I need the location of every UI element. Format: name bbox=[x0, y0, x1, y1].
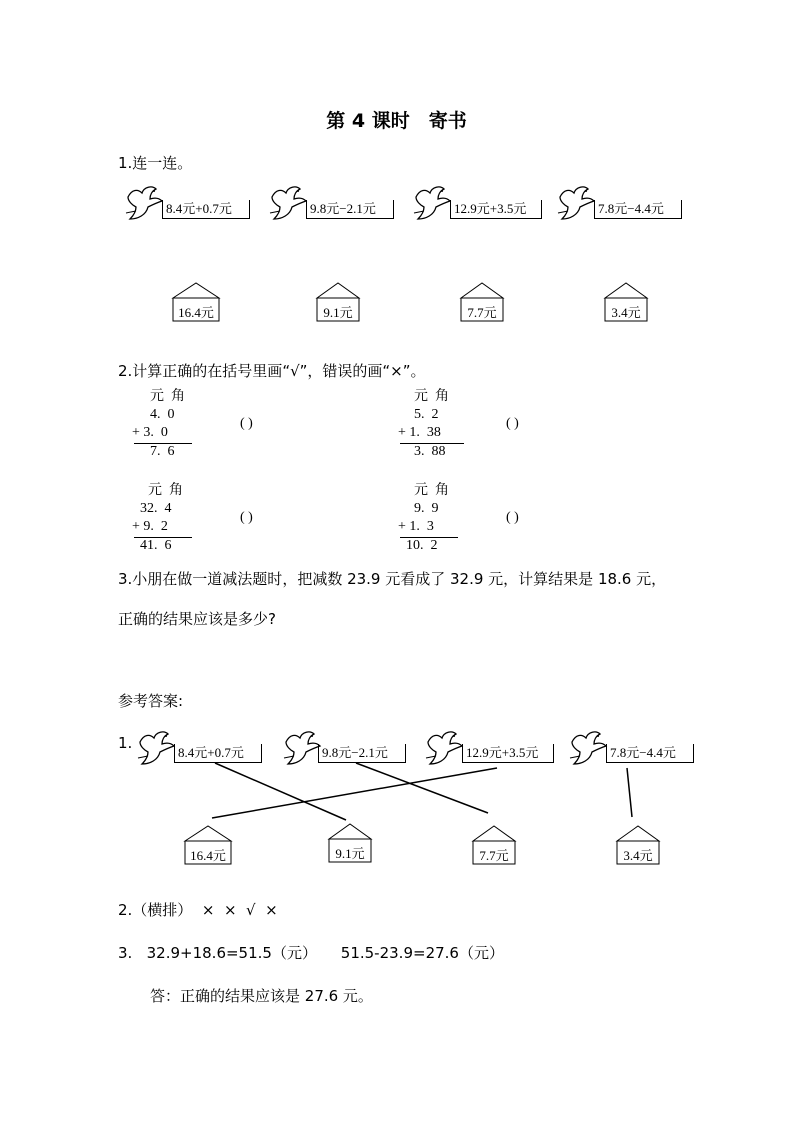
problem-3-a: 32. 4 bbox=[140, 501, 172, 516]
connection-line-1 bbox=[215, 763, 346, 820]
house-value-1: 16.4元 bbox=[178, 305, 214, 320]
problem-3-b: + 9. 2 bbox=[132, 519, 168, 534]
connection-line-4 bbox=[627, 768, 632, 817]
answer-house-value-3: 7.7元 bbox=[479, 848, 509, 863]
house-value-2: 9.1元 bbox=[323, 305, 353, 320]
problem-1-header: 元 角 bbox=[150, 389, 185, 404]
answer-3-final: 答：正确的结果应该是 27.6 元。 bbox=[150, 987, 373, 1005]
answer-bird-expression-3: 12.9元+3.5元 bbox=[462, 744, 554, 763]
problem-1-result: 7. 6 bbox=[150, 444, 175, 459]
problem-2-result: 3. 88 bbox=[414, 444, 446, 459]
problem-2-b: + 1. 38 bbox=[398, 425, 441, 440]
answer-bird-expression-4: 7.8元−4.4元 bbox=[606, 744, 694, 763]
problem-4-b: + 1. 3 bbox=[398, 519, 434, 534]
answer-house-3 bbox=[470, 824, 518, 866]
problem-1-b: + 3. 0 bbox=[132, 425, 168, 440]
answer-house-1 bbox=[182, 824, 234, 866]
house-value-4: 3.4元 bbox=[611, 305, 641, 320]
problem-4-result: 10. 2 bbox=[406, 538, 438, 553]
question-3-line-1: 3.小朋在做一道减法题时，把减数 23.9 元看成了 32.9 元，计算结果是 18.6 元， bbox=[118, 570, 667, 588]
bird-expression-3: 12.9元+3.5元 bbox=[450, 200, 542, 219]
question-2-prompt: 2.计算正确的在括号里画“√”，错误的画“×”。 bbox=[118, 362, 426, 380]
answer-bird-expression-2: 9.8元−2.1元 bbox=[318, 744, 406, 763]
answer-paren-2[interactable]: ( ) bbox=[506, 416, 519, 431]
answer-1-label: 1. bbox=[118, 734, 133, 752]
question-1-prompt: 1.连一连。 bbox=[118, 154, 193, 172]
connection-line-3 bbox=[212, 768, 497, 818]
bird-expression-2: 9.8元−2.1元 bbox=[306, 200, 394, 219]
problem-2-header: 元 角 bbox=[414, 389, 449, 404]
problem-2-a: 5. 2 bbox=[414, 407, 439, 422]
answer-house-value-1: 16.4元 bbox=[190, 848, 226, 863]
answer-paren-1[interactable]: ( ) bbox=[240, 416, 253, 431]
problem-1-a: 4. 0 bbox=[150, 407, 175, 422]
answer-house-2 bbox=[326, 822, 374, 864]
problem-3-header: 元 角 bbox=[148, 483, 183, 498]
question-3-line-2: 正确的结果应该是多少? bbox=[118, 610, 276, 628]
answer-paren-4[interactable]: ( ) bbox=[506, 510, 519, 525]
bird-expression-4: 7.8元−4.4元 bbox=[594, 200, 682, 219]
bird-expression-1: 8.4元+0.7元 bbox=[162, 200, 250, 219]
answer-paren-3[interactable]: ( ) bbox=[240, 510, 253, 525]
answer-house-4 bbox=[614, 824, 662, 866]
problem-4-a: 9. 9 bbox=[414, 501, 439, 516]
page-title: 第 4 课时 寄书 bbox=[326, 110, 467, 132]
answer-house-value-4: 3.4元 bbox=[623, 848, 653, 863]
answer-2: 2.（横排） × × √ × bbox=[118, 901, 278, 919]
answer-house-value-2: 9.1元 bbox=[335, 846, 365, 861]
answer-bird-expression-1: 8.4元+0.7元 bbox=[174, 744, 262, 763]
answers-heading: 参考答案: bbox=[118, 692, 184, 710]
problem-4-header: 元 角 bbox=[414, 483, 449, 498]
connection-line-2 bbox=[356, 763, 488, 813]
house-value-3: 7.7元 bbox=[467, 305, 497, 320]
problem-3-result: 41. 6 bbox=[140, 538, 172, 553]
answer-3-work: 3. 32.9+18.6=51.5（元） 51.5-23.9=27.6（元） bbox=[118, 944, 504, 962]
